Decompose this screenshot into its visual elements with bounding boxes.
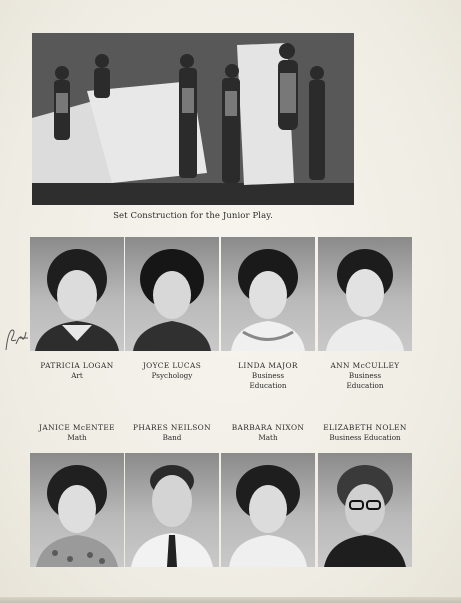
portrait-barbara-nixon xyxy=(221,453,315,567)
teacher-name: JANICE McENTEE xyxy=(39,423,115,432)
portrait-ann-mcculley xyxy=(318,237,412,351)
teacher-info-5 xyxy=(27,422,127,443)
teacher-subject: Business xyxy=(251,371,285,380)
portrait-phares-neilson xyxy=(125,453,219,567)
teacher-info-1 xyxy=(27,360,127,381)
teacher-name: PATRICIA LOGAN xyxy=(40,361,114,370)
teacher-name: PHARES NEILSON xyxy=(132,423,211,432)
teacher-name: BARBARA NIXON xyxy=(231,423,305,432)
teacher-name: ANN McCULLEY xyxy=(330,361,400,370)
portrait-elizabeth-nolen xyxy=(318,453,412,567)
teacher-info-7 xyxy=(218,422,318,443)
page-bottom-edge xyxy=(0,597,461,603)
teacher-info-4 xyxy=(315,360,415,391)
teacher-subject: Business xyxy=(348,371,382,380)
teacher-subject: Psychology xyxy=(151,371,193,380)
teacher-subject: Math xyxy=(258,433,278,442)
set-construction-photo xyxy=(32,33,354,205)
teacher-subject: Band xyxy=(162,433,182,442)
portrait-joyce-lucas xyxy=(125,237,219,351)
teacher-subject: Education xyxy=(249,381,287,390)
teacher-name: ELIZABETH NOLEN xyxy=(323,423,407,432)
photo-caption: Set Construction for the Junior Play. xyxy=(113,211,273,221)
teacher-subject: Art xyxy=(71,371,83,380)
portrait-patricia-logan xyxy=(30,237,124,351)
teacher-name: LINDA MAJOR xyxy=(238,361,298,370)
portrait-janice-mcentee xyxy=(30,453,124,567)
teacher-subject: Education xyxy=(346,381,384,390)
teacher-name: JOYCE LUCAS xyxy=(142,361,202,370)
teacher-subject: Business Education xyxy=(329,433,401,442)
teacher-info-2 xyxy=(122,360,222,381)
handwritten-signature xyxy=(2,324,32,354)
teacher-subject: Math xyxy=(67,433,87,442)
teacher-info-8 xyxy=(315,422,415,443)
teacher-info-6 xyxy=(122,422,222,443)
teacher-info-3 xyxy=(218,360,318,391)
portrait-linda-major xyxy=(221,237,315,351)
